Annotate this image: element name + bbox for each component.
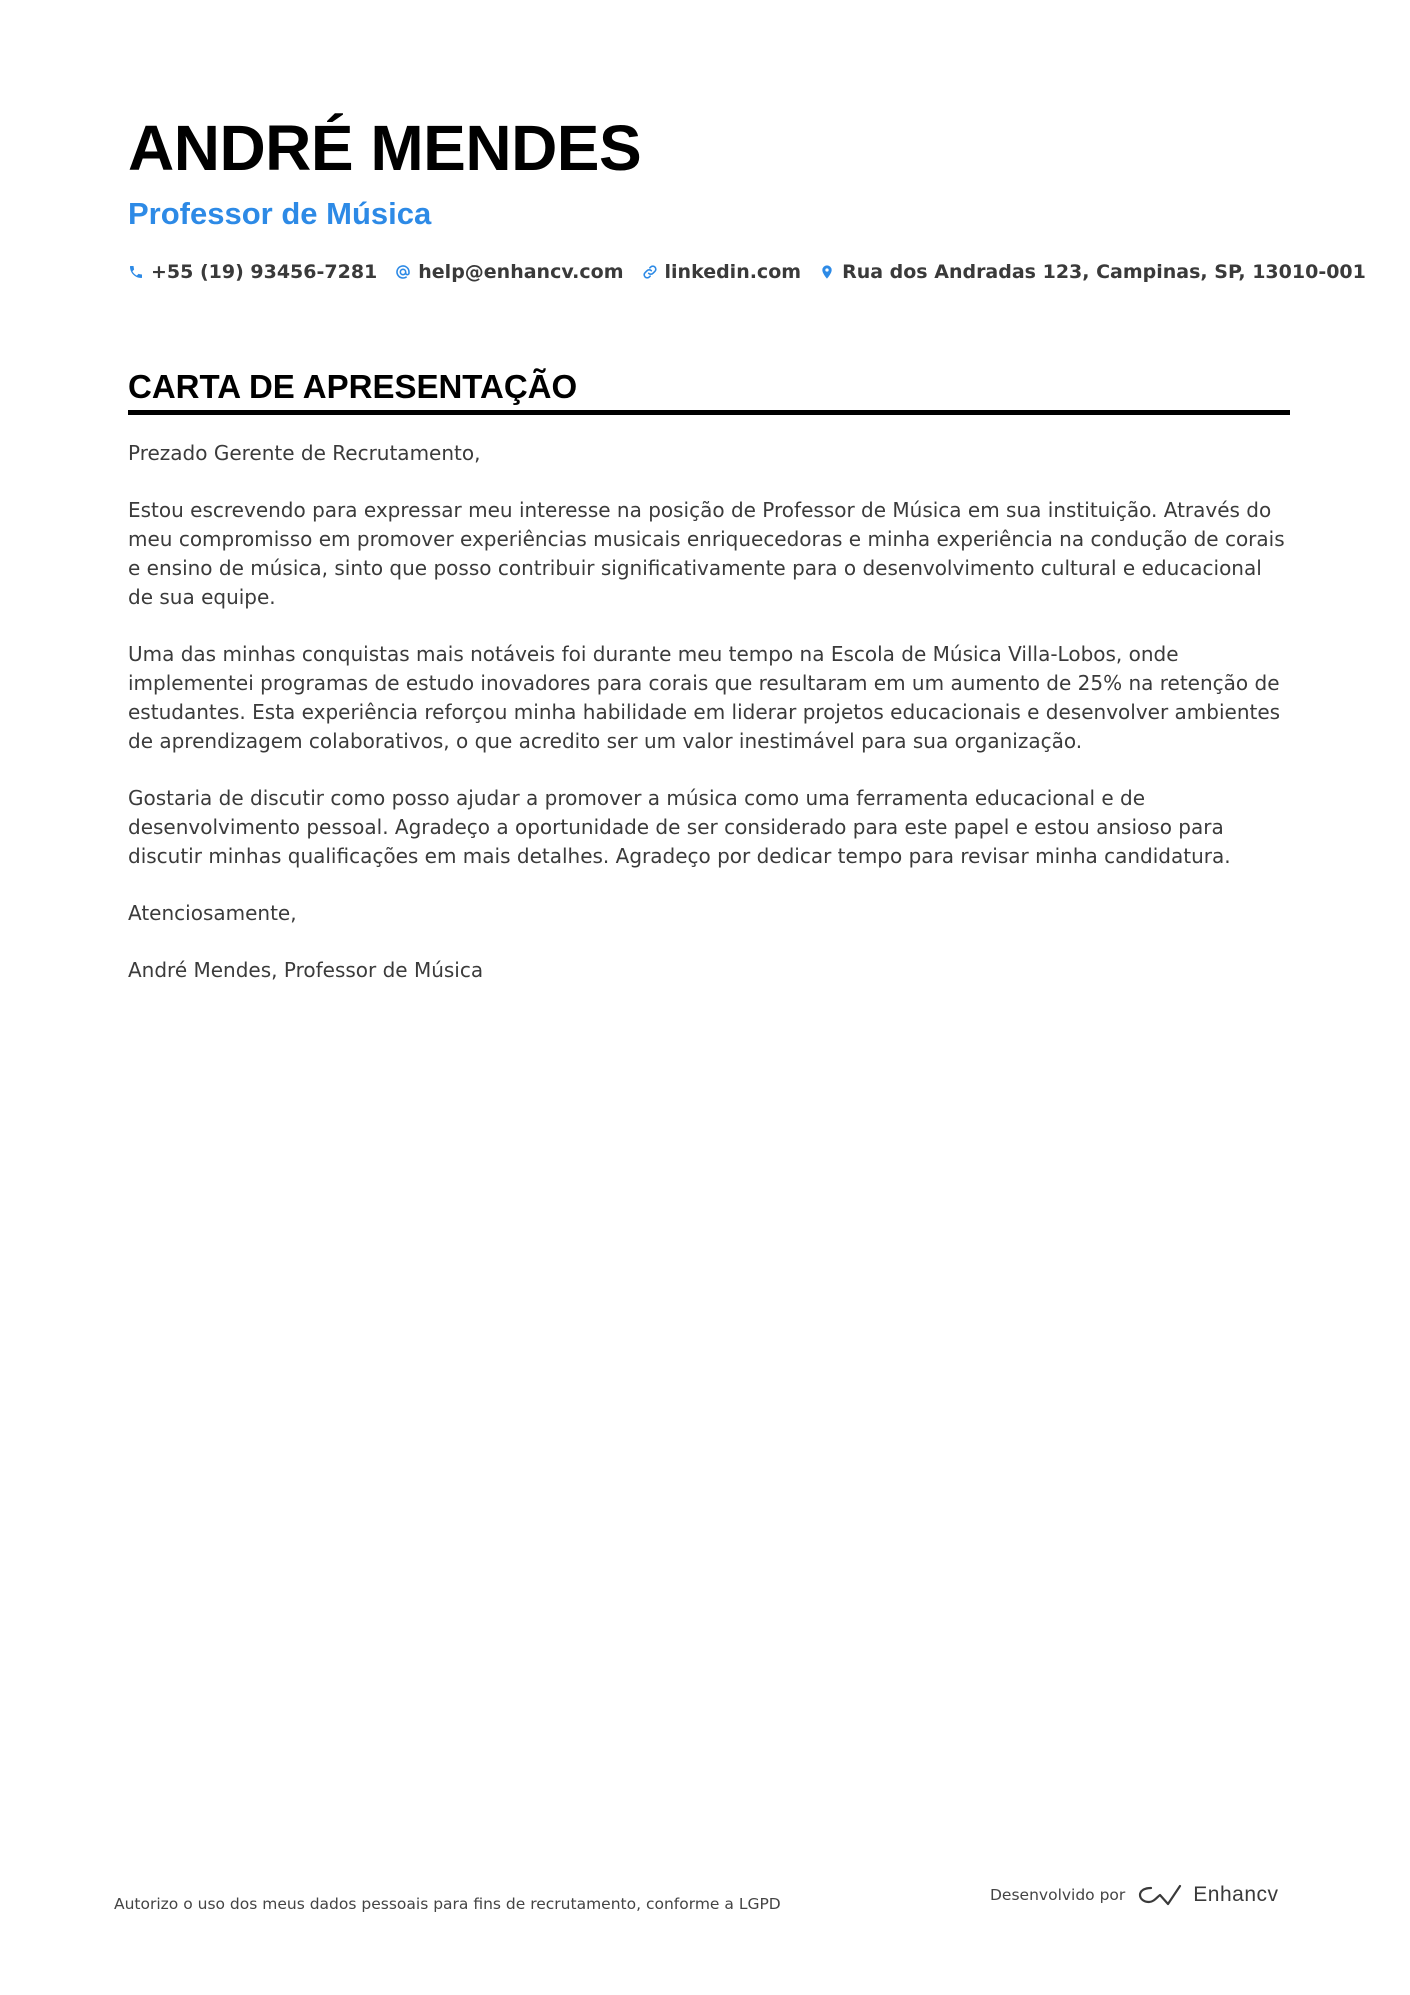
contact-address <box>819 261 1366 283</box>
linkedin-text[interactable]: linkedin.com <box>664 261 802 283</box>
powered-by-label: Desenvolvido por <box>990 1886 1126 1904</box>
powered-by[interactable] <box>990 1882 1279 1908</box>
email-text[interactable]: help@enhancv.com <box>418 261 624 283</box>
phone-icon <box>128 264 144 280</box>
letter-paragraph: Gostaria de discutir como posso ajudar a promover a música como uma ferramenta educacional e de desenvolvimento pessoal. Agradeço a oportunidade de ser considerado para este papel e estou ansioso para discutir minhas qualificações em mais detalhes. Agradeço por dedicar tempo para revisar minha candidatura. <box>128 786 1231 868</box>
cover-letter-section <box>128 366 1290 1013</box>
brand-logo[interactable] <box>1137 1882 1278 1908</box>
candidate-role: Professor de Música <box>128 196 432 231</box>
contact-phone <box>128 261 377 283</box>
letter-paragraph: Estou escrevendo para expressar meu interesse na posição de Professor de Música em sua instituição. Através do meu compromisso em promover experiências musicais enriquecedoras e minha experiência na condução de corais e ensino de música, sinto que posso contribuir significativamente para o desenvolvimento cultural e educacional de sua equipe. <box>128 498 1285 609</box>
brand-name: Enhancv <box>1193 1883 1279 1906</box>
contact-linkedin[interactable] <box>642 261 802 283</box>
letter-body <box>128 439 1290 985</box>
letter-signature: André Mendes, Professor de Música <box>128 958 484 982</box>
header <box>128 108 1366 283</box>
consent-note: Autorizo o uso dos meus dados pessoais para fins de recrutamento, conforme a LGPD <box>114 1895 781 1913</box>
link-icon <box>642 264 658 280</box>
map-pin-icon <box>819 264 835 280</box>
enhancv-logo-icon <box>1137 1882 1183 1908</box>
contact-bar <box>128 261 1366 283</box>
letter-closing: Atenciosamente, <box>128 901 297 925</box>
address-text: Rua dos Andradas 123, Campinas, SP, 13010-001 <box>842 261 1366 283</box>
section-divider <box>128 410 1290 415</box>
at-icon <box>395 264 411 280</box>
candidate-name: ANDRÉ MENDES <box>128 112 642 184</box>
section-title: CARTA DE APRESENTAÇÃO <box>128 368 578 405</box>
phone-text: +55 (19) 93456-7281 <box>151 261 378 283</box>
letter-paragraph: Uma das minhas conquistas mais notáveis foi durante meu tempo na Escola de Música Villa-Lobos, onde implementei programas de estudo inovadores para corais que resultaram em um aumento de 25% na retenção de estudantes. Esta experiência reforçou minha habilidade em liderar projetos educacionais e desenvolver ambientes de aprendizagem colaborativos, o que acredito ser um valor inestimável para sua organização. <box>128 642 1281 753</box>
letter-salutation: Prezado Gerente de Recrutamento, <box>128 441 481 465</box>
contact-email[interactable] <box>395 261 623 283</box>
